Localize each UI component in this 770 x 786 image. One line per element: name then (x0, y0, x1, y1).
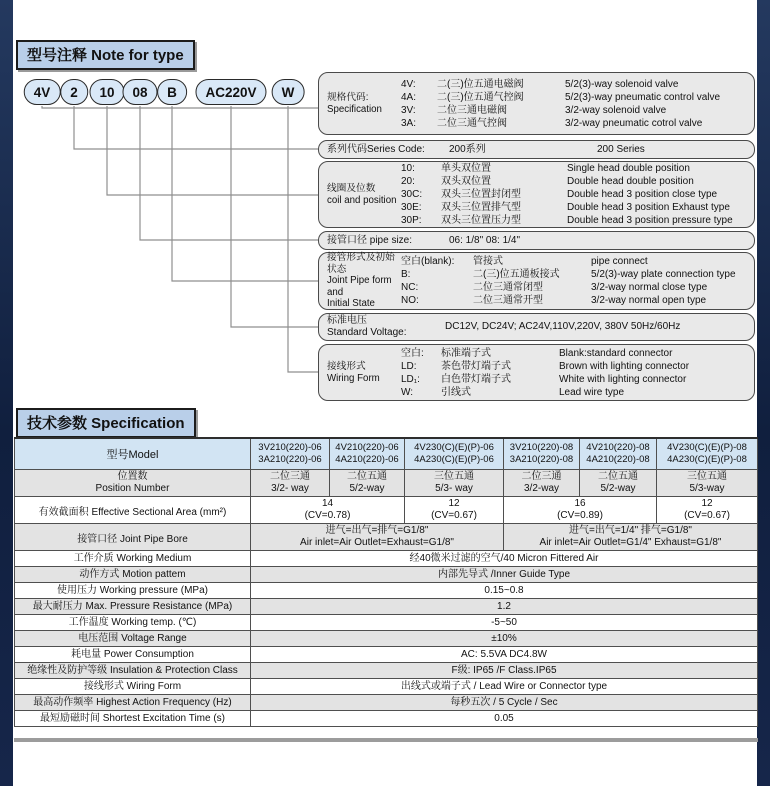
spec-cell: F级: IP65 /F Class.IP65 (251, 663, 758, 679)
note-box-label: 接管口径 pipe size: (327, 234, 413, 246)
spec-row-label: 耗电量 Power Consumption (15, 647, 251, 663)
spec-cell: 进气=出气=1/4" 排气=G1/8" Air inlet=Air Outlet=G1/4" Exhaust=G1/8" (504, 524, 758, 551)
note-box-label: 接线形式 Wiring Form (327, 361, 380, 384)
spec-header-model: 4V210(220)-06 4A210(220)-06 (330, 438, 405, 470)
note-row: NO: 二位三通常开型 3/2-way normal open type (401, 295, 707, 306)
spec-row-label: 最大耐压力 Max. Pressure Resistance (MPa) (15, 599, 251, 615)
note-box-standard-voltage: 标准电压 Standard Voltage: DC12V, DC24V; AC24V,110V,220V, 380V 50Hz/60Hz (318, 313, 755, 341)
spec-cell: 出线式或端子式 / Lead Wire or Connector type (251, 679, 758, 695)
spec-row-label: 动作方式 Motion pattem (15, 567, 251, 583)
spec-header-model: 3V210(220)-06 3A210(220)-06 (251, 438, 330, 470)
spec-cell: 进气=出气=排气=G1/8" Air inlet=Air Outlet=Exhaust=G1/8" (251, 524, 504, 551)
note-row: 10: 单头双位置 Single head double position (401, 163, 690, 174)
spec-row-label: 位置数 Position Number (15, 470, 251, 497)
spec-cell: 12 (CV=0.67) (405, 497, 504, 524)
spec-cell: 内部先导式 /Inner Guide Type (251, 567, 758, 583)
spec-row-label: 使用压力 Working pressure (MPa) (15, 583, 251, 599)
model-code-segment-b: B (157, 79, 187, 105)
spec-row-motion-pattern (15, 567, 758, 583)
spec-cell: ±10% (251, 631, 758, 647)
spec-row-insulation-class (15, 663, 758, 679)
spec-row-working-temp (15, 615, 758, 631)
note-box-label: 标准电压 Standard Voltage: (327, 315, 407, 338)
note-row: 3V: 二位三通电磁阀 3/2-way solenoid valve (401, 104, 667, 116)
note-row: 4V: 二(三)位五通电磁阀 5/2(3)-way solenoid valve (401, 78, 679, 90)
note-row: 20: 双头双位置 Double head double position (401, 176, 694, 187)
note-box-label: 接管形式及初始 状态 Joint Pipe form and Initial State (327, 252, 395, 310)
spec-cell: AC: 5.5VA DC4.8W (251, 647, 758, 663)
spec-row-working-pressure (15, 583, 758, 599)
spec-cell: 二位三通 3/2-way (504, 470, 580, 497)
note-box-joint-pipe-form (318, 252, 755, 310)
note-box-label: 规格代码: Specification (327, 92, 382, 115)
spec-cell: 0.15~0.8 (251, 583, 758, 599)
spec-row-label: 绝缘性及防护等级 Insulation & Protection Class (15, 663, 251, 679)
note-box-wiring-form (318, 344, 755, 401)
model-code-segment-10: 10 (89, 79, 124, 105)
note-row: 30P: 双头三位置压力型 Double head 3 position pressure type (401, 215, 733, 226)
spec-row-excitation-time (15, 711, 758, 727)
spec-row-label: 接线形式 Wiring Form (15, 679, 251, 695)
spec-header-model: 4V210(220)-08 4A210(220)-08 (580, 438, 657, 470)
spec-row-label: 工作温度 Working temp. (℃) (15, 615, 251, 631)
spec-cell: 二位五通 5/2-way (580, 470, 657, 497)
note-row: NC: 二位三通常闭型 3/2-way normal close type (401, 282, 708, 293)
spec-cell: 二位三通 3/2- way (251, 470, 330, 497)
spec-row-label: 接管口径 Joint Pipe Bore (15, 524, 251, 551)
spec-cell: 三位五通 5/3-way (657, 470, 758, 497)
note-row: 30C: 双头三位置封闭型 Double head 3 position close type (401, 189, 718, 200)
spec-row-action-frequency (15, 695, 758, 711)
spec-row-wiring-form (15, 679, 758, 695)
note-row: LD: 茶色带灯端子式 Brown with lighting connector (401, 360, 690, 372)
spec-header-model: 4V230(C)(E)(P)-06 4A230(C)(E)(P)-06 (405, 438, 504, 470)
spec-header-model: 3V210(220)-08 3A210(220)-08 (504, 438, 580, 470)
note-box-label: 线圈及位数 coil and position (327, 183, 397, 206)
spec-row-voltage-range (15, 631, 758, 647)
note-box-coil-position (318, 161, 755, 228)
note-box-pipe-size: 接管口径 pipe size: 06: 1/8" 08: 1/4" (318, 231, 755, 250)
note-row: 3A: 二位三通气控阀 3/2-way pneumatic cotrol valve (401, 117, 703, 129)
spec-row-label: 工作介质 Working Medium (15, 551, 251, 567)
spec-row-power-consumption (15, 647, 758, 663)
note-row: 4A: 二(三)位五通气控阀 5/2(3)-way pneumatic control valve (401, 91, 721, 103)
spec-row-working-medium (15, 551, 758, 567)
note-box-series-code: 系列代码Series Code: 200系列 200 Series (318, 140, 755, 159)
note-row: LD₁: 白色带灯端子式 White with lighting connector (401, 373, 687, 385)
spec-cell: 1.2 (251, 599, 758, 615)
model-code-segment-w: W (272, 79, 305, 105)
note-row: W: 引线式 Lead wire type (401, 386, 625, 398)
spec-row-label: 最短励磁时间 Shortest Excitation Time (s) (15, 711, 251, 727)
spec-cell: 二位五通 5/2-way (330, 470, 405, 497)
note-box-label: 系列代码Series Code: (327, 143, 425, 155)
spec-cell: 经40微米过滤的空气/40 Micron Fittered Air (251, 551, 758, 567)
spec-row-max-pressure (15, 599, 758, 615)
note-row: 空白(blank): 管接式 pipe connect (401, 256, 648, 267)
spec-header-row (15, 438, 758, 470)
spec-cell: 12 (CV=0.67) (657, 497, 758, 524)
spec-cell: 16 (CV=0.89) (504, 497, 657, 524)
spec-row-label: 最高动作频率 Highest Action Frequency (Hz) (15, 695, 251, 711)
spec-cell: -5~50 (251, 615, 758, 631)
model-code-segment-4v: 4V (24, 79, 61, 105)
spec-cell: 14 (CV=0.78) (251, 497, 405, 524)
spec-row-label: 有效截面积 Effective Sectional Area (mm²) (15, 497, 251, 524)
model-code-segment-ac220v: AC220V (195, 79, 266, 105)
note-row: B: 二(三)位五通板接式 5/2(3)-way plate connection type (401, 269, 736, 280)
spec-header-model: 4V230(C)(E)(P)-08 4A230(C)(E)(P)-08 (657, 438, 758, 470)
model-code-segment-2: 2 (60, 79, 88, 105)
section-title-note-for-type: 型号注释 Note for type (16, 40, 195, 70)
spec-row-label: 电压范围 Voltage Range (15, 631, 251, 647)
spec-cell: 每秒五次 / 5 Cycle / Sec (251, 695, 758, 711)
note-row: 空白: 标准端子式 Blank:standard connector (401, 347, 673, 359)
spec-cell: 0.05 (251, 711, 758, 727)
spec-header-label: 型号Model (15, 438, 251, 470)
spec-row-joint-pipe-bore (15, 524, 758, 551)
note-box-specification (318, 72, 755, 135)
spec-row-sectional-area (15, 497, 758, 524)
note-row: 30E: 双头三位置排气型 Double head 3 position Exhaust type (401, 202, 730, 213)
spec-cell: 三位五通 5/3- way (405, 470, 504, 497)
spec-row-position-number (15, 470, 758, 497)
spec-table (14, 437, 758, 727)
section-title-specification: 技术参数 Specification (16, 408, 196, 438)
model-code-segment-08: 08 (122, 79, 157, 105)
table-bottom-band (14, 738, 758, 742)
